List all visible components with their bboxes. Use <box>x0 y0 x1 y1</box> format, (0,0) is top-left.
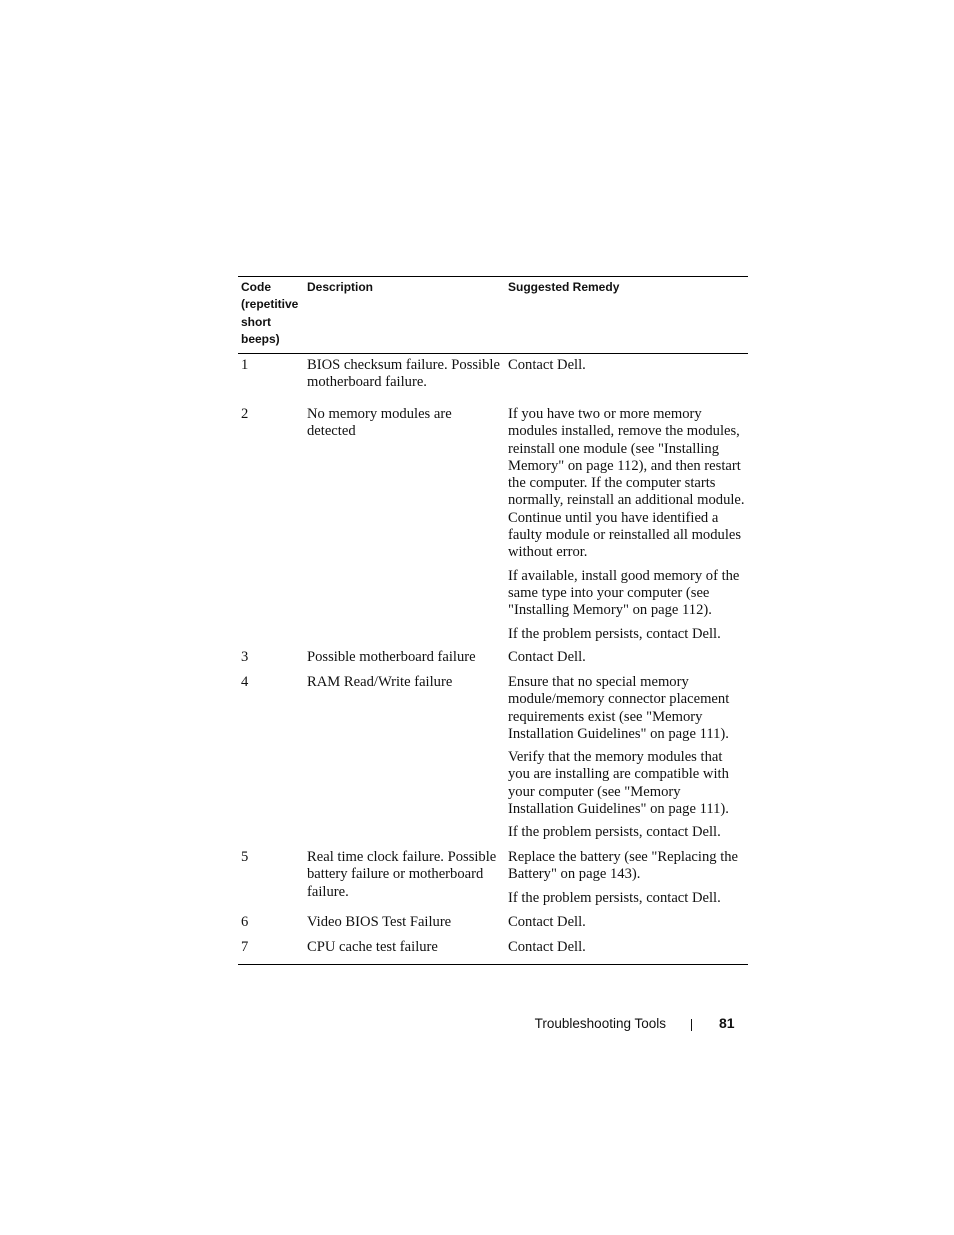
row-description: Real time clock failure. Possible battery failure or motherboard failure. <box>307 849 497 900</box>
table-row <box>238 914 748 939</box>
footer-section-title: Troubleshooting Tools <box>534 1016 666 1031</box>
row-description: Video BIOS Test Failure <box>307 914 452 930</box>
row-description: CPU cache test failure <box>307 939 438 955</box>
row-code: 4 <box>241 674 249 690</box>
row-description: BIOS checksum failure. Possible motherboard failure. <box>307 357 500 391</box>
row-code: 2 <box>241 406 249 422</box>
table-row <box>238 354 748 406</box>
row-description: RAM Read/Write failure <box>307 674 453 690</box>
table-row <box>238 939 748 964</box>
remedy-text: If the problem persists, contact Dell. <box>508 889 721 906</box>
row-remedy <box>508 939 746 962</box>
row-description: No memory modules are detected <box>307 406 452 440</box>
remedy-text: Contact Dell. <box>508 649 586 665</box>
remedy-text: If available, install good memory of the same type into your computer (see "Installing Memory" on page 112). <box>508 567 740 619</box>
header-code: Code (repetitive short beeps) <box>241 280 299 346</box>
table-row <box>238 674 748 849</box>
remedy-text: If the problem persists, contact Dell. <box>508 625 721 642</box>
table-header <box>238 277 748 354</box>
row-code: 3 <box>241 649 249 665</box>
table-row <box>238 406 748 649</box>
remedy-text: If the problem persists, contact Dell. <box>508 824 721 841</box>
remedy-text: If you have two or more memory modules installed, remove the modules, reinstall one module (see "Installing Memory" on page 112), and then restart the computer. If the computer starts normally, reinstall an additional module. Continue until you have identified a faulty module or reinstalled all modules without error. <box>508 406 745 561</box>
row-remedy <box>508 674 746 848</box>
row-remedy <box>508 406 746 649</box>
row-remedy <box>508 357 746 380</box>
beep-code-table <box>238 276 748 965</box>
header-description: Description <box>307 280 374 294</box>
table-row <box>238 849 748 914</box>
footer-separator <box>691 1019 692 1031</box>
remedy-text: Replace the battery (see "Replacing the Battery" on page 143). <box>508 849 739 883</box>
row-code: 5 <box>241 849 249 865</box>
remedy-text: Verify that the memory modules that you are installing are compatible with your computer (see "Memory Installation Guidelines" on page 111). <box>508 749 729 818</box>
remedy-text: Contact Dell. <box>508 914 586 930</box>
header-remedy: Suggested Remedy <box>508 280 620 294</box>
remedy-text: Contact Dell. <box>508 357 586 373</box>
page-number: 81 <box>719 1015 735 1031</box>
row-remedy <box>508 649 746 672</box>
row-code: 6 <box>241 914 249 930</box>
row-remedy <box>508 914 746 937</box>
remedy-text: Contact Dell. <box>508 939 586 955</box>
remedy-text: Ensure that no special memory module/memory connector placement requirements exist (see "Memory Installation Guidelines" on page 111). <box>508 674 730 742</box>
table-row <box>238 649 748 674</box>
row-remedy <box>508 849 746 913</box>
row-code: 1 <box>241 357 249 373</box>
page-footer <box>0 1015 954 1035</box>
row-code: 7 <box>241 939 249 955</box>
row-description: Possible motherboard failure <box>307 649 476 665</box>
